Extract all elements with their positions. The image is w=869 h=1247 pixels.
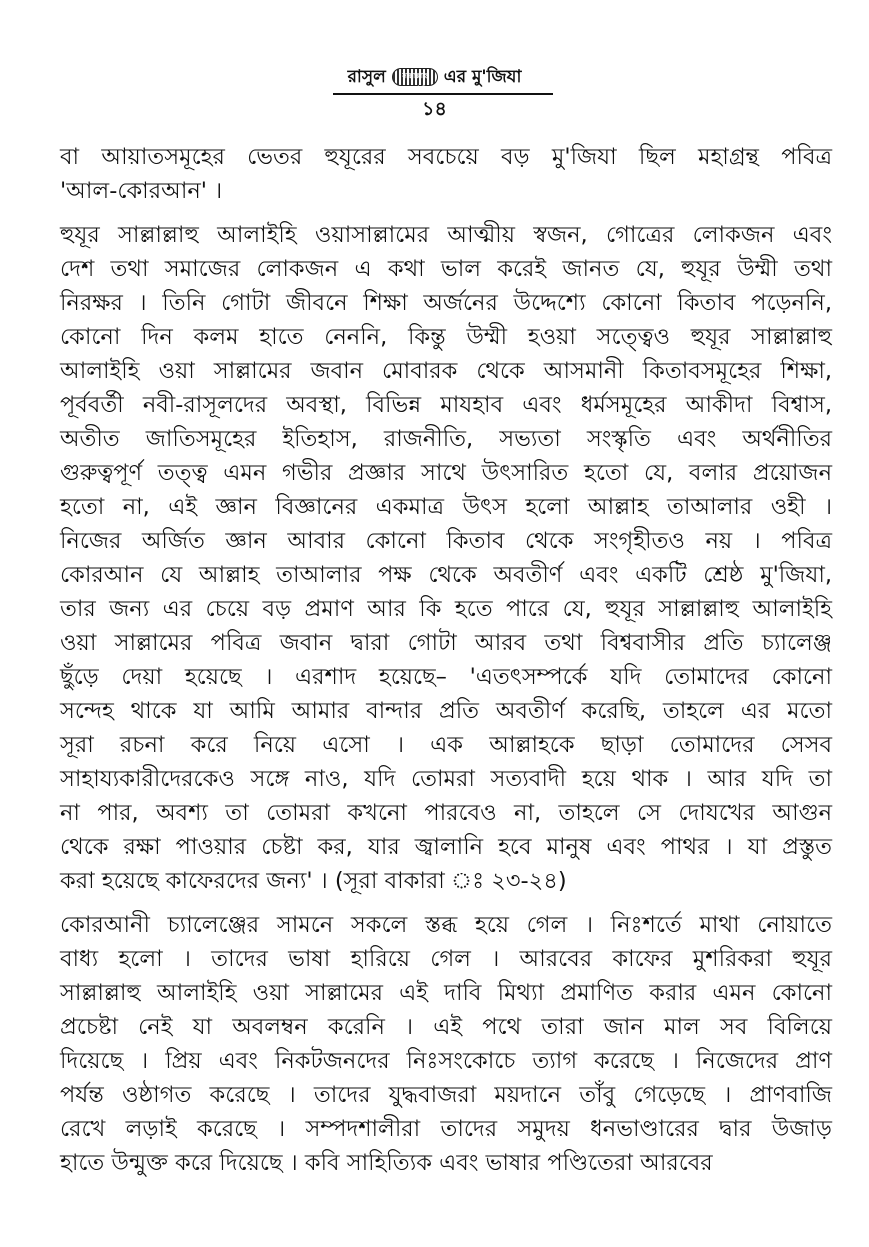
text-line: পূর্ববর্তী নবী-রাসূলদের অবস্থা, বিভিন্ন মাযহাব এবং ধর্মসমূহের আকীদা বিশ্বাস, (60, 392, 832, 418)
paragraph (60, 218, 832, 898)
text-line: কোনো দিন কলম হাতে নেননি, কিন্তু উম্মী হওয়া সত্ত্বেও হুযূর সাল্লাল্লাহু (60, 324, 832, 350)
text-line: বা আয়াতসমূহের ভেতর হুযূরের সবচেয়ে বড় মু'জিযা ছিল মহাগ্রন্থ পবিত্র (60, 144, 832, 170)
text-line: দেশ তথা সমাজের লোকজন এ কথা ভাল করেই জানত যে, হুযূর উম্মী তথা (60, 256, 832, 282)
text-line: গুরুত্বপূর্ণ তত্ত্ব এমন গভীর প্রজ্ঞার সাথে উৎসারিত হতো যে, বলার প্রয়োজন (60, 460, 832, 486)
text-line: রেখে লড়াই করেছে । সম্পদশালীরা তাদের সমুদয় ধনভাণ্ডারের দ্বার উজাড় (60, 1116, 832, 1142)
text-line: আলাইহি ওয়া সাল্লামের জবান মোবারক থেকে আসমানী কিতাবসমূহের শিক্ষা, (60, 358, 832, 384)
text-line: হতো না, এই জ্ঞান বিজ্ঞানের একমাত্র উৎস হলো আল্লাহ তাআলার ওহী । (60, 494, 832, 520)
text-line: ওয়া সাল্লামের পবিত্র জবান দ্বারা গোটা আরব তথা বিশ্ববাসীর প্রতি চ্যালেঞ্জ (60, 630, 832, 656)
text-line: সন্দেহ থাকে যা আমি আমার বান্দার প্রতি অবতীর্ণ করেছি, তাহলে এর মতো (60, 698, 832, 724)
salawat-calligraphy-icon: সাল্লাল্লাহু আলাইহি ওয়াসাল্লাম (392, 68, 438, 86)
text-line: অতীত জাতিসমূহের ইতিহাস, রাজনীতি, সভ্যতা সংস্কৃতি এবং অর্থনীতির (60, 426, 832, 452)
text-line: থেকে রক্ষা পাওয়ার চেষ্টা কর, যার জ্বালানি হবে মানুষ এবং পাথর । যা প্রস্তুত (60, 834, 832, 860)
paragraph (60, 908, 832, 1180)
page-number: ১৪ (422, 98, 447, 120)
text-line: কোরআনী চ্যালেঞ্জের সামনে সকলে স্তব্ধ হয়ে গেল । নিঃশর্তে মাথা নোয়াতে (60, 912, 832, 938)
text-line: দিয়েছে । প্রিয় এবং নিকটজনদের নিঃসংকোচে ত্যাগ করেছে । নিজেদের প্রাণ (60, 1048, 832, 1074)
text-line: ছুঁড়ে দেয়া হয়েছে । এরশাদ হয়েছে– 'এতৎসম্পর্কে যদি তোমাদের কোনো (60, 664, 832, 690)
text-line: বাধ্য হলো । তাদের ভাষা হারিয়ে গেল । আরবের কাফের মুশরিকরা হুযূর (60, 946, 832, 972)
text-line: হুযূর সাল্লাল্লাহু আলাইহি ওয়াসাল্লামের আত্মীয় স্বজন, গোত্রের লোকজন এবং (60, 222, 832, 248)
text-line: হাতে উন্মুক্ত করে দিয়েছে । কবি সাহিত্যিক এবং ভাষার পণ্ডিতেরা আরবের (60, 1150, 713, 1176)
text-line: সূরা রচনা করে নিয়ে এসো । এক আল্লাহকে ছাড়া তোমাদের সেসব (60, 732, 832, 758)
text-line: সাল্লাল্লাহু আলাইহি ওয়া সাল্লামের এই দাবি মিথ্যা প্রমাণিত করার এমন কোনো (60, 980, 832, 1006)
page-body (60, 140, 832, 1190)
header-title (347, 66, 522, 108)
paragraph (60, 140, 832, 208)
text-line: তার জন্য এর চেয়ে বড় প্রমাণ আর কি হতে পারে যে, হুযূর সাল্লাল্লাহু আলাইহি (60, 596, 832, 622)
running-header (0, 66, 869, 108)
text-line: না পার, অবশ্য তা তোমরা কখনো পারবেও না, তাহলে সে দোযখের আগুন (60, 800, 832, 826)
header-title-right: এর মু'জিযা (443, 67, 522, 87)
text-line: কোরআন যে আল্লাহ তাআলার পক্ষ থেকে অবতীর্ণ এবং একটি শ্রেষ্ঠ মু'জিযা, (60, 562, 832, 588)
header-title-left: রাসুল (347, 67, 386, 87)
text-line: 'আল-কোরআন' । (60, 178, 223, 204)
text-line: করা হয়েছে কাফেরদের জন্য' । (সূরা বাকারা ঃ ২৩-২৪) (60, 868, 567, 894)
text-line: সাহায্যকারীদেরকেও সঙ্গে নাও, যদি তোমরা সত্যবাদী হয়ে থাক । আর যদি তা (60, 766, 832, 792)
text-line: নিরক্ষর । তিনি গোটা জীবনে শিক্ষা অর্জনের উদ্দেশ্যে কোনো কিতাব পড়েননি, (60, 290, 832, 316)
header-rule (333, 93, 553, 95)
text-line: নিজের অর্জিত জ্ঞান আবার কোনো কিতাব থেকে সংগৃহীতও নয় । পবিত্র (60, 528, 832, 554)
text-line: প্রচেষ্টা নেই যা অবলম্বন করেনি । এই পথে তারা জান মাল সব বিলিয়ে (60, 1014, 832, 1040)
text-line: পর্যন্ত ওষ্ঠাগত করেছে । তাদের যুদ্ধবাজরা ময়দানে তাঁবু গেড়েছে । প্রাণবাজি (60, 1082, 832, 1108)
